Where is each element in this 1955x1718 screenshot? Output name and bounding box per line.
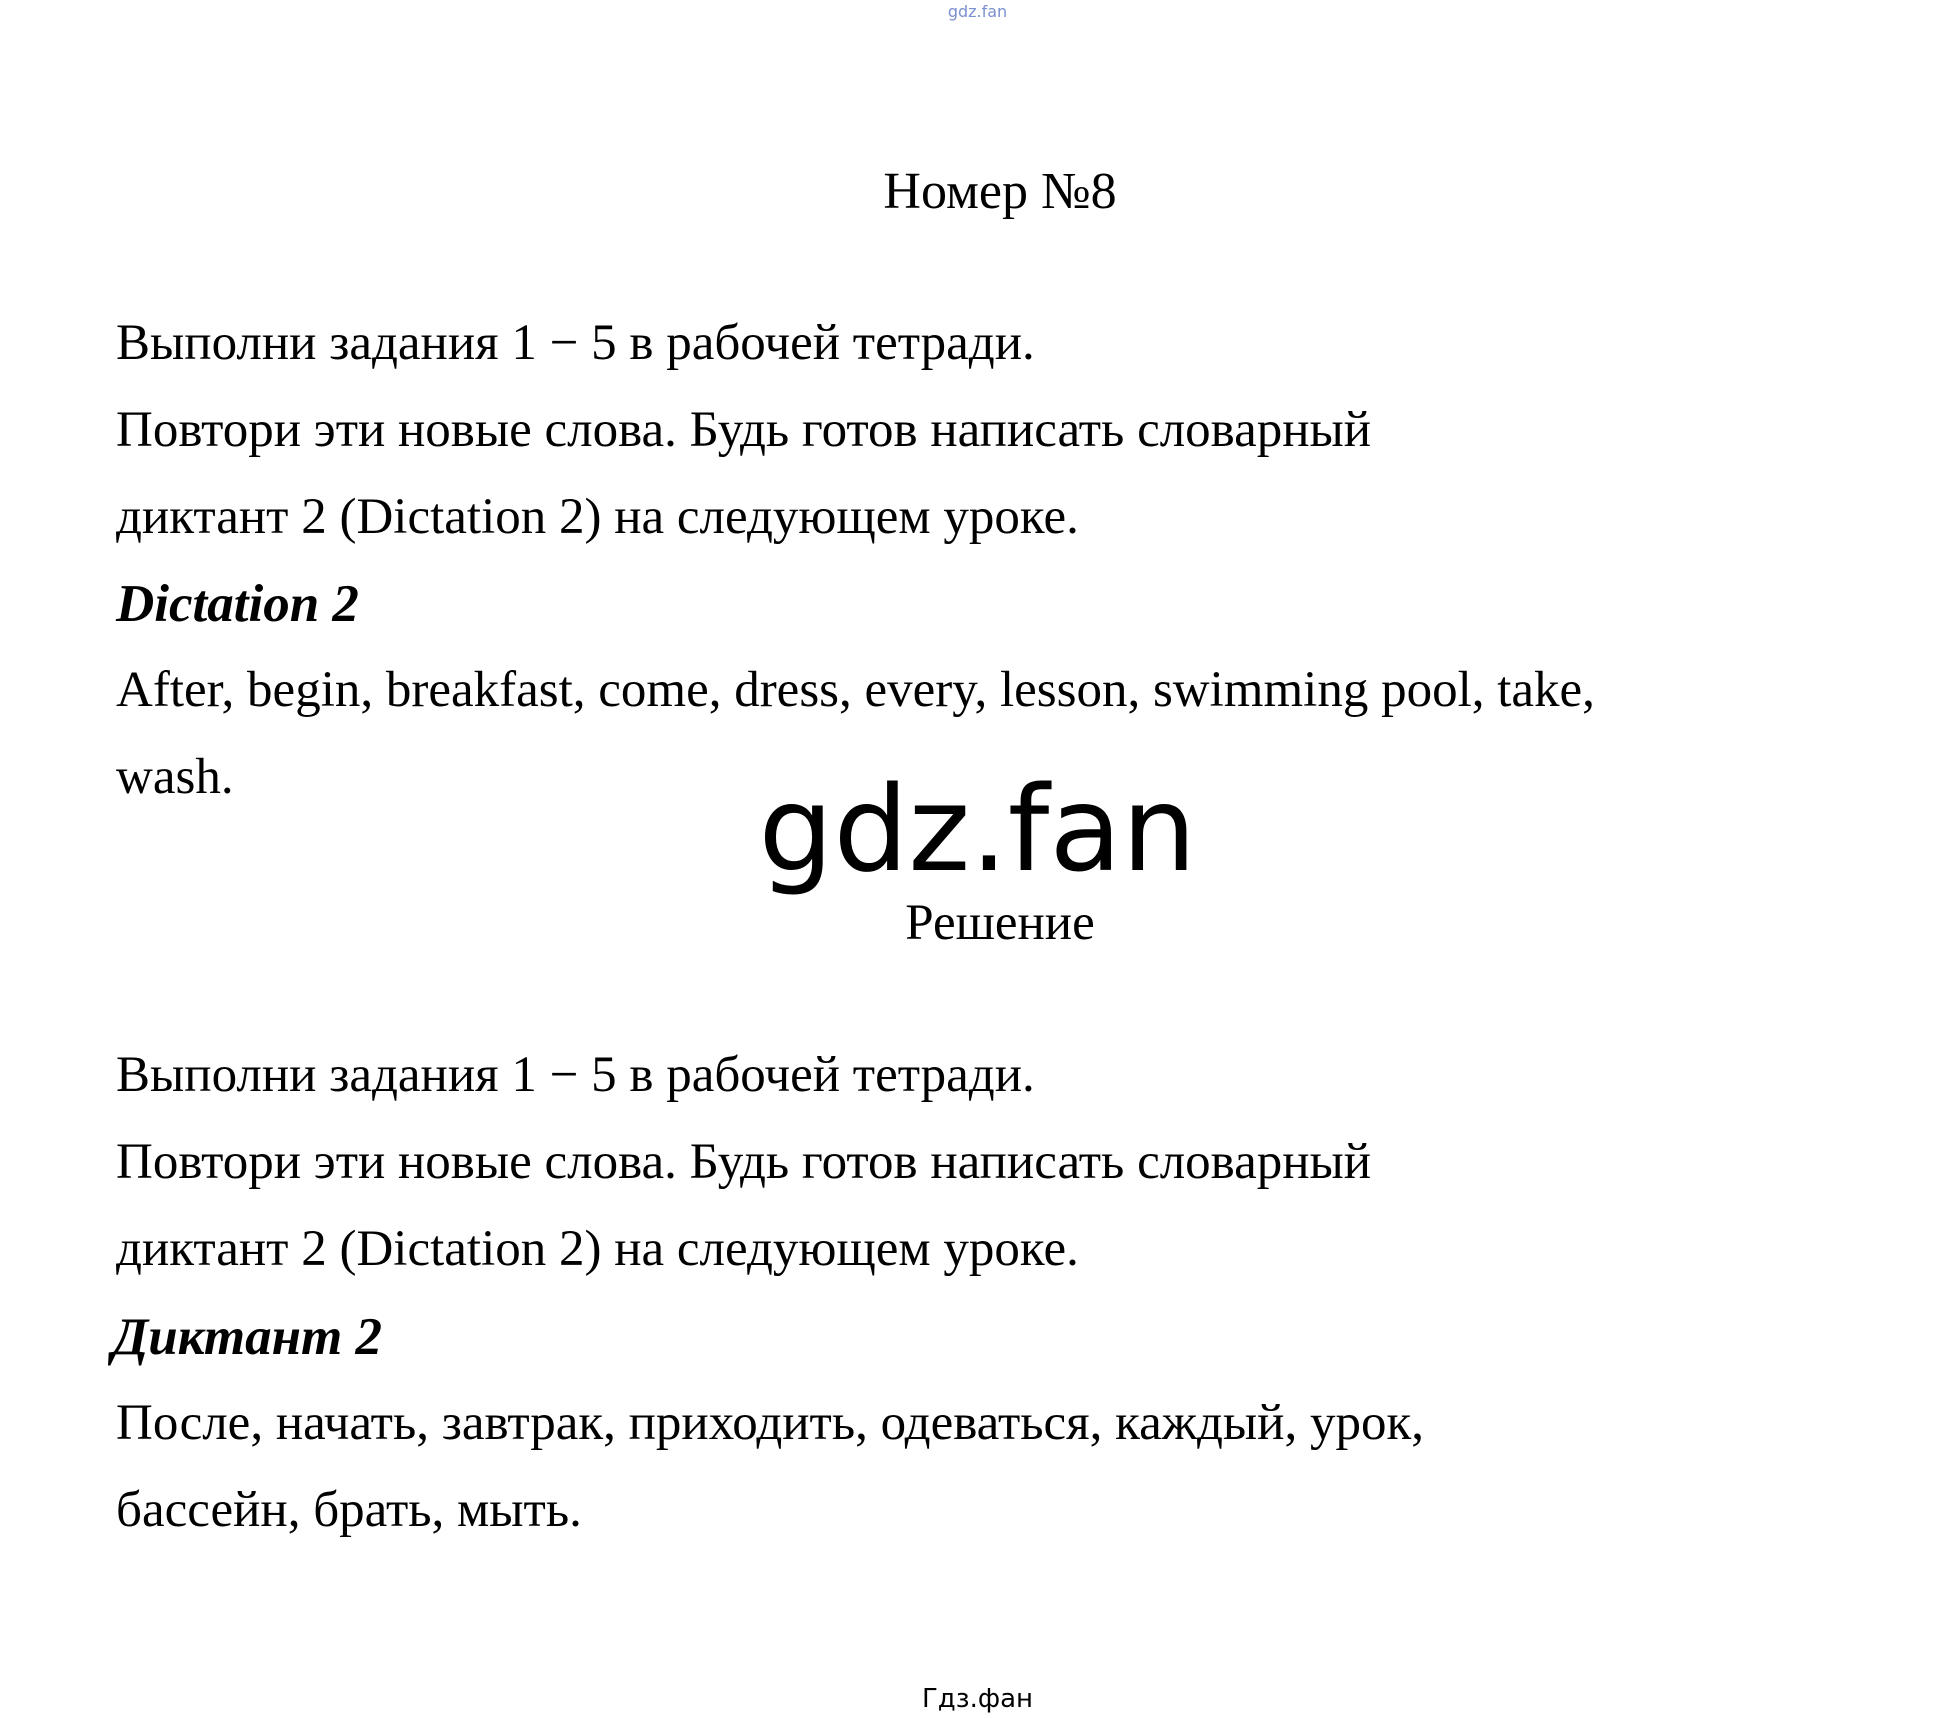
solution-line-3: диктант 2 (Dictation 2) на следующем уроке. [116, 1221, 1079, 1277]
solution-words-line-1: После, начать, завтрак, приходить, одеваться, каждый, урок, [116, 1395, 1424, 1451]
task-heading: Dictation 2 [116, 575, 359, 633]
task-line-1: Выполни задания 1 − 5 в рабочей тетради. [116, 315, 1035, 371]
task-words-line-1: After, begin, breakfast, come, dress, every, lesson, swimming pool, take, [116, 662, 1595, 718]
solution-words-line-2: бассейн, брать, мыть. [116, 1482, 582, 1538]
task-line-2: Повтори эти новые слова. Будь готов написать словарный [116, 402, 1372, 458]
watermark-top: gdz.fan [947, 2, 1008, 21]
footer-watermark: Гдз.фан [921, 1684, 1034, 1714]
task-words-line-2: wash. [116, 749, 234, 805]
page-title: Номер №8 [883, 163, 1117, 220]
solution-heading: Диктант 2 [112, 1308, 382, 1366]
watermark-center: gdz.fan [758, 760, 1197, 898]
solution-line-1: Выполни задания 1 − 5 в рабочей тетради. [116, 1047, 1035, 1103]
task-line-3: диктант 2 (Dictation 2) на следующем уроке. [116, 489, 1079, 545]
solution-label: Решение [905, 895, 1095, 951]
solution-line-2: Повтори эти новые слова. Будь готов написать словарный [116, 1134, 1372, 1190]
